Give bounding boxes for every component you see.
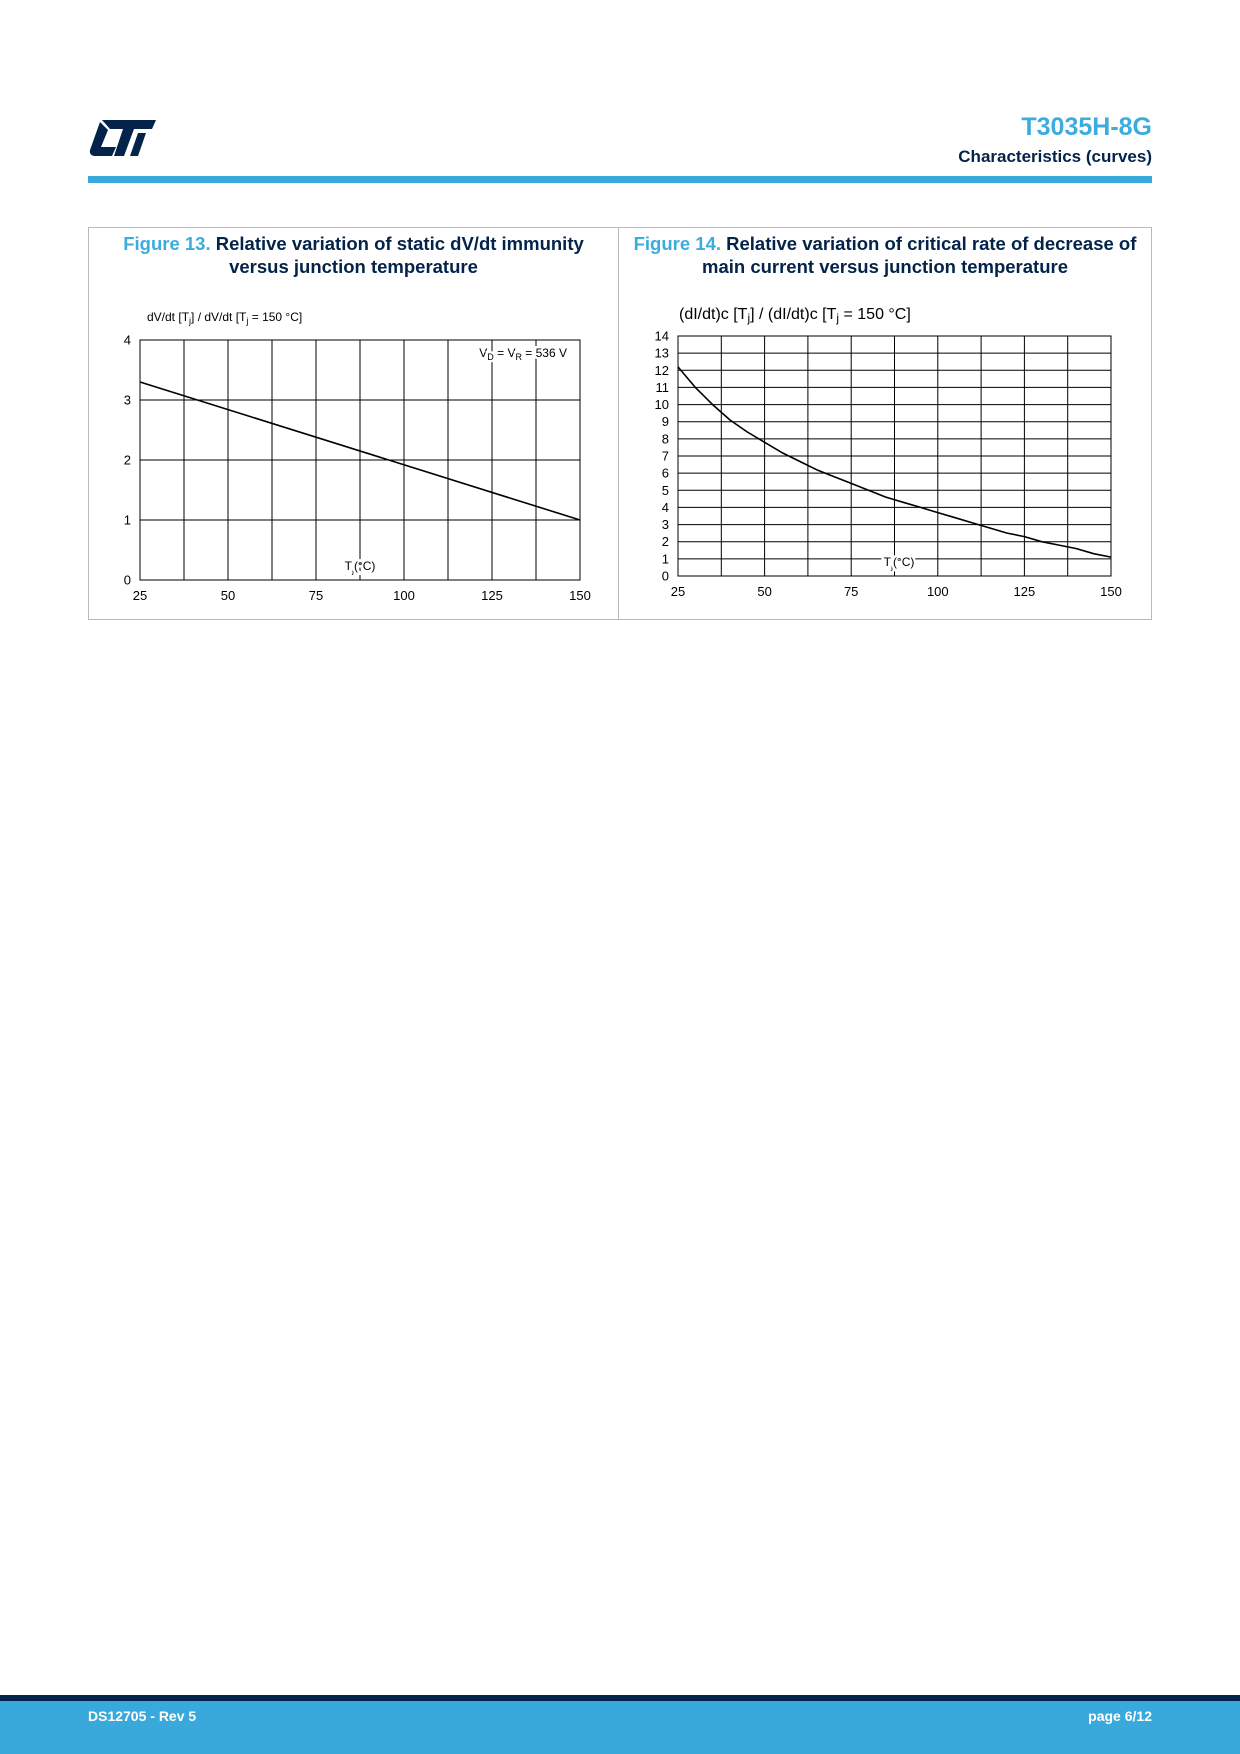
section-subtitle: Characteristics (curves) xyxy=(958,147,1152,166)
y-tick-label: 8 xyxy=(661,431,669,447)
figure-14-caption-line2: main current versus junction temperature xyxy=(702,256,1068,277)
figure-13-number: Figure 13. xyxy=(123,233,211,254)
y-tick-label: 6 xyxy=(661,465,669,481)
annotation-label: $V_D = V_R = 536$ V xyxy=(479,346,567,362)
x-tick-label: 100 xyxy=(393,588,415,603)
x-tick-label: 150 xyxy=(569,588,591,603)
y-tick-label: 13 xyxy=(654,345,669,361)
y-tick-label: 3 xyxy=(661,517,669,533)
figure-13-chart xyxy=(89,228,620,621)
x-tick-label: 100 xyxy=(926,584,949,599)
x-tick-label: 75 xyxy=(843,584,859,599)
y-tick-label: 0 xyxy=(661,568,669,584)
y-tick-label: 12 xyxy=(654,362,669,378)
figure-14-caption-line1: Relative variation of critical rate of decrease of xyxy=(726,233,1137,254)
y-tick-label: 3 xyxy=(123,392,131,408)
y-tick-label: 7 xyxy=(661,448,669,464)
x-tick-label: 25 xyxy=(670,584,686,599)
header-rule xyxy=(88,176,1152,183)
y-tick-label: 5 xyxy=(661,482,669,498)
x-tick-label: 50 xyxy=(220,588,236,603)
st-logo-icon xyxy=(88,118,158,158)
y-tick-label: 10 xyxy=(654,397,669,413)
x-axis-label: $T_j(^\circ C)$ xyxy=(883,555,915,571)
figure-14-chart xyxy=(619,228,1152,621)
y-tick-label: 14 xyxy=(654,328,669,344)
y-tick-label: 2 xyxy=(123,452,131,468)
figure-14-box xyxy=(619,227,1152,620)
y-tick-label: 0 xyxy=(123,572,131,588)
figure-13-caption-line1: Relative variation of static dV/dt immunity xyxy=(215,233,584,254)
x-tick-label: 75 xyxy=(308,588,324,603)
x-tick-label: 25 xyxy=(132,588,148,603)
x-axis-label: $T_j(^\circ C)$ xyxy=(344,559,376,575)
figure-13-box xyxy=(88,227,619,620)
y-tick-label: 1 xyxy=(661,551,669,567)
y-axis-label: dV/dt $[T_j] / dV/dt$ [$T_j = 150$ °C] xyxy=(147,310,303,326)
y-tick-label: 1 xyxy=(123,512,131,528)
y-axis-label: (dI/dt)c [Tj] / (dI/dt)c [Tj = 150 °C] xyxy=(679,306,911,325)
figure-14-number: Figure 14. xyxy=(633,233,721,254)
y-tick-label: 11 xyxy=(655,379,669,395)
y-tick-label: 4 xyxy=(661,499,669,515)
y-tick-label: 2 xyxy=(661,534,669,550)
y-tick-label: 4 xyxy=(123,332,131,348)
x-tick-label: 125 xyxy=(1013,584,1036,599)
x-tick-label: 50 xyxy=(757,584,772,599)
footer-doc-id: DS12705 - Rev 5 xyxy=(88,1708,197,1724)
footer-page-number: page 6/12 xyxy=(1088,1708,1152,1724)
y-tick-label: 9 xyxy=(661,414,669,430)
x-tick-label: 125 xyxy=(481,588,503,603)
document-title: T3035H-8G xyxy=(1021,113,1152,141)
x-tick-label: 150 xyxy=(1100,584,1122,599)
figure-13-caption-line2: versus junction temperature xyxy=(229,256,478,277)
